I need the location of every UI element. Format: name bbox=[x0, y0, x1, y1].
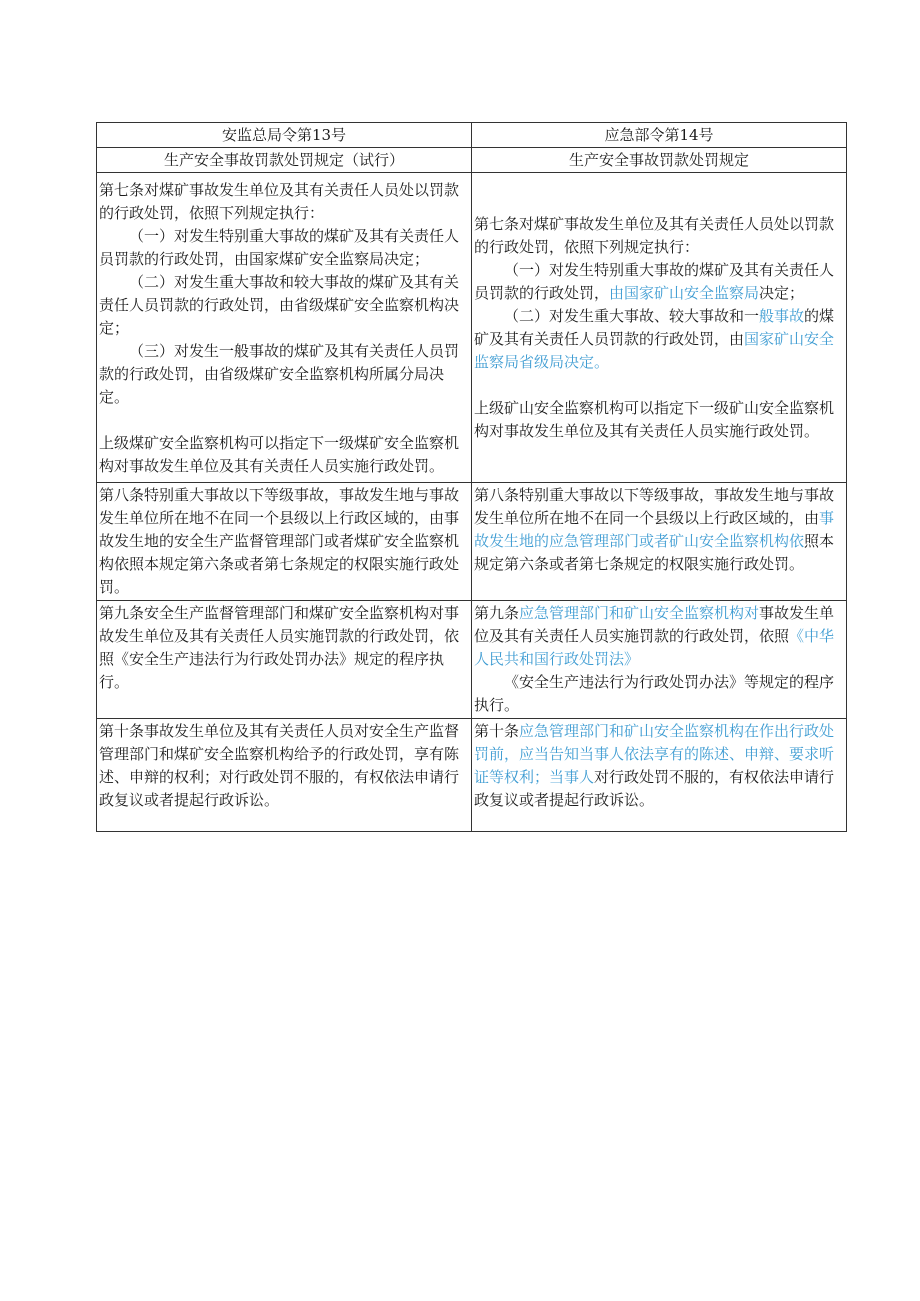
highlight-span: 由国家矿山安全监察局 bbox=[609, 283, 760, 302]
text-span: 事故发生单位及其有关责任人员实施罚款的行政处罚，依照 bbox=[474, 604, 835, 645]
left-article-10-text: 第十条事故发生单位及其有关责任人员对安全生产监督管理部门和煤矿安全监察机构给予的行政处罚，享有陈述、申辩的权利；对行政处罚不服的，有权依法申请行政复议或者提起行政诉讼。 bbox=[99, 722, 460, 809]
highlight-span: 《中华人民共和国行政处罚法》 bbox=[474, 627, 835, 668]
left-title-header: 生产安全事故罚款处罚规定（试行） bbox=[97, 148, 472, 173]
table-header-row-order bbox=[97, 123, 847, 148]
left-article-7-item-1: （一）对发生特别重大事故的煤矿及其有关责任人员罚款的行政处罚，由国家煤矿安全监察局决定； bbox=[99, 227, 460, 268]
text-span: （一）对发生特别重大事故的煤矿及其有关责任人员罚款的行政处罚， bbox=[474, 260, 835, 302]
left-article-7-item-2: （二）对发生重大事故和较大事故的煤矿及其有关责任人员罚款的行政处罚，由省级煤矿安全监察机构决定； bbox=[99, 273, 460, 337]
left-cell-article-10 bbox=[97, 719, 472, 832]
comparison-table bbox=[96, 122, 847, 832]
right-cell-article-8 bbox=[472, 483, 847, 601]
left-article-7-item-3: （三）对发生一般事故的煤矿及其有关责任人员罚款的行政处罚，由省级煤矿安全监察机构所属分局决定。 bbox=[99, 342, 460, 406]
right-article-8-text bbox=[474, 484, 844, 576]
table-row-article-8 bbox=[97, 483, 847, 601]
highlight-span: 事故发生地的应急管理部门或者矿山安全监察机构依 bbox=[474, 509, 835, 550]
right-article-7-item-2 bbox=[474, 305, 844, 374]
right-order-header: 应急部令第14号 bbox=[472, 123, 847, 148]
table-row-article-10 bbox=[97, 719, 847, 832]
right-article-10-text bbox=[474, 720, 844, 812]
right-cell-article-10 bbox=[472, 719, 847, 832]
right-article-9-procedure: 《安全生产违法行为行政处罚办法》等规定的程序执行。 bbox=[474, 673, 835, 714]
text-span: （二）对发生重大事故、较大事故和一 bbox=[504, 306, 760, 325]
text-span: 第十条 bbox=[474, 722, 520, 740]
paragraph-gap bbox=[99, 409, 469, 432]
left-order-header: 安监总局令第13号 bbox=[97, 123, 472, 148]
right-article-9-text bbox=[474, 602, 844, 671]
text-span: 对行政处罚不服的，有权依法申请行政复议或者提起行政诉讼。 bbox=[474, 768, 835, 809]
table-header-row-title bbox=[97, 148, 847, 173]
left-article-9-text: 第九条安全生产监督管理部门和煤矿安全监察机构对事故发生单位及其有关责任人员实施罚款的行政处罚，依照《安全生产违法行为行政处罚办法》规定的程序执行。 bbox=[99, 604, 460, 691]
highlight-span: 国家矿山安全监察局省级局决定。 bbox=[474, 329, 835, 371]
text-span: 第九条 bbox=[474, 604, 520, 622]
table-row-article-7 bbox=[97, 173, 847, 483]
text-span: 照本规定第六条或者第七条规定的权限实施行政处罚。 bbox=[474, 532, 835, 573]
right-cell-article-7 bbox=[472, 173, 847, 483]
left-article-7-delegation: 上级煤矿安全监察机构可以指定下一级煤矿安全监察机构对事故发生单位及其有关责任人员实施行政处罚。 bbox=[99, 434, 460, 475]
left-cell-article-9 bbox=[97, 601, 472, 719]
document-page bbox=[96, 122, 846, 832]
right-article-7-intro: 第七条对煤矿事故发生单位及其有关责任人员处以罚款的行政处罚，依照下列规定执行： bbox=[474, 214, 835, 256]
right-article-7-item-1 bbox=[474, 259, 844, 305]
table-row-article-9 bbox=[97, 601, 847, 719]
text-span: 的煤矿及其有关责任人员罚款的行政处罚，由 bbox=[474, 306, 835, 348]
left-article-8-text: 第八条特别重大事故以下等级事故，事故发生地与事故发生单位所在地不在同一个县级以上行政区域的，由事故发生地的安全生产监督管理部门或者煤矿安全监察机构依照本规定第六条或者第七条规定的权限实施行政处罚。 bbox=[99, 486, 460, 596]
paragraph-gap bbox=[474, 374, 844, 397]
right-title-header: 生产安全事故罚款处罚规定 bbox=[472, 148, 847, 173]
right-article-7-delegation: 上级矿山安全监察机构可以指定下一级矿山安全监察机构对事故发生单位及其有关责任人员实施行政处罚。 bbox=[474, 398, 835, 440]
highlight-span: 应急管理部门和矿山安全监察机构对 bbox=[519, 604, 760, 622]
left-cell-article-8 bbox=[97, 483, 472, 601]
right-cell-article-9 bbox=[472, 601, 847, 719]
highlight-span: 应急管理部门和矿山安全监察机构在作出行政处罚前，应当告知当事人依法享有的陈述、申辩、要求听证等权利；当事人 bbox=[474, 722, 835, 786]
left-article-7-intro: 第七条对煤矿事故发生单位及其有关责任人员处以罚款的行政处罚，依照下列规定执行： bbox=[99, 181, 460, 222]
text-span: 第八条特别重大事故以下等级事故，事故发生地与事故发生单位所在地不在同一个县级以上行政区域的，由 bbox=[474, 486, 835, 527]
text-span: 决定； bbox=[759, 283, 805, 302]
left-cell-article-7 bbox=[97, 173, 472, 483]
highlight-span: 般事故 bbox=[759, 306, 805, 325]
